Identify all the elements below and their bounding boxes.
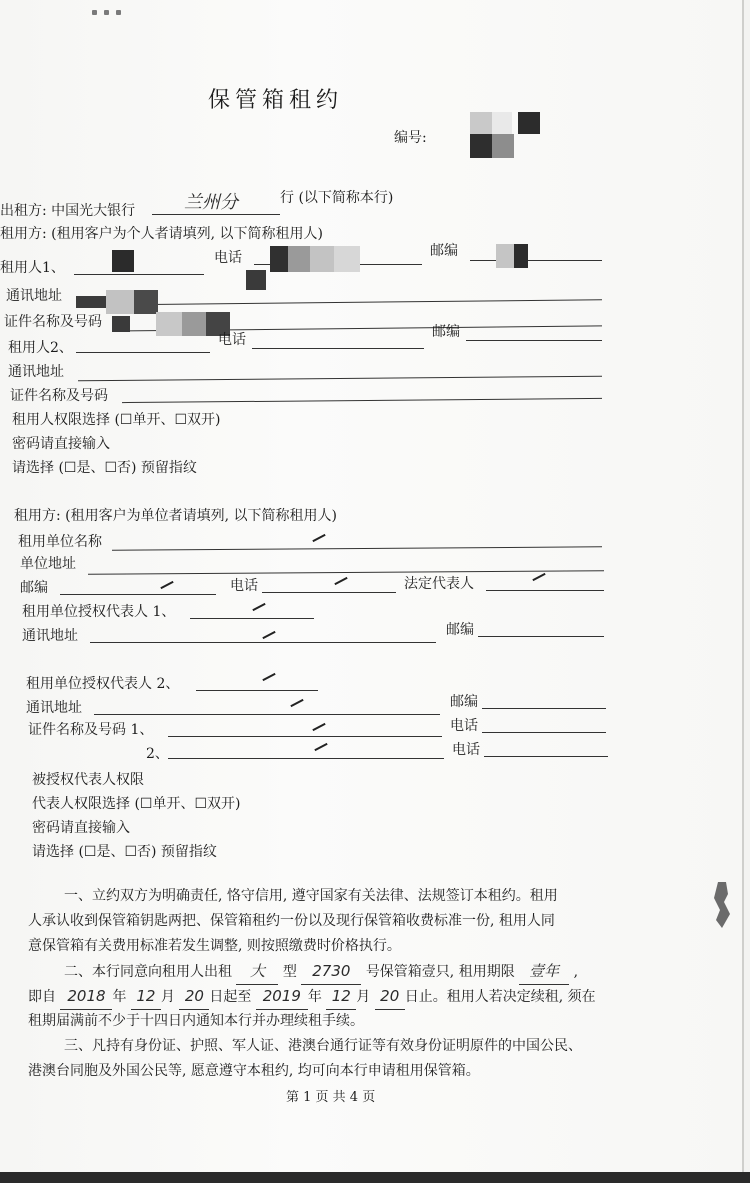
company-legal-rep-label: 法定代表人: [404, 576, 474, 592]
company-id2-phone-line: [484, 756, 608, 757]
company-phone-label: 电话: [230, 578, 258, 594]
individual-fingerprint: 请选择 (☐是、☐否) 预留指纹: [12, 460, 197, 476]
company-auth-title: 被授权代表人权限: [32, 772, 144, 788]
redacted-address: [76, 290, 160, 314]
page-footer: 第 1 页 共 4 页: [286, 1090, 376, 1105]
box-number-handwritten: 2730: [301, 959, 361, 985]
company-phone-line: [262, 592, 396, 593]
company-rep2-postcode-label: 邮编: [450, 694, 478, 710]
clause-2-line-1: [64, 959, 664, 985]
end-day-handwritten: 20: [375, 984, 405, 1010]
renter2-id-line: [122, 398, 602, 403]
clause-1-line-2: 人承认收到保管箱钥匙两把、保管箱租约一份以及现行保管箱收费标准一份, 租用人同: [28, 913, 555, 929]
renter2-id-label: 证件名称及号码: [10, 388, 108, 404]
company-id2-phone-label: 电话: [452, 742, 480, 758]
company-rep1-label: 租用单位授权代表人 1、: [22, 604, 176, 620]
clause-2-prefix: 二、本行同意向租用人出租: [64, 964, 232, 980]
company-rep2-label: 租用单位授权代表人 2、: [26, 676, 180, 692]
clause-2-mid2: 号保管箱壹只, 租用期限: [365, 964, 515, 980]
individual-password: 密码请直接输入: [12, 436, 110, 452]
binder-clip-shadow: [710, 880, 734, 930]
redacted-phone-tail: [246, 270, 268, 290]
slash-mark: [252, 603, 265, 611]
clause-1-line-3: 意保管箱有关费用标准若发生调整, 则按照缴费时价格执行。: [28, 938, 401, 954]
start-day-handwritten: 20: [179, 984, 209, 1010]
company-address-label: 单位地址: [20, 556, 76, 572]
company-postcode-line: [60, 594, 216, 595]
company-fingerprint: 请选择 (☐是、☐否) 预留指纹: [32, 844, 217, 860]
company-rep1-address-line: [90, 642, 436, 643]
renter1-postcode-line: [470, 260, 602, 261]
clause-3-line-2: 港澳台同胞及外国公民等, 愿意遵守本租约, 均可向本行申请租用保管箱。: [28, 1063, 480, 1079]
renter1-id-label: 证件名称及号码: [4, 314, 102, 330]
clause-2-from: 即自: [28, 989, 56, 1005]
company-rep2-address-label: 通讯地址: [26, 700, 82, 716]
company-id2-label: 2、: [146, 746, 169, 762]
company-name-label: 租用单位名称: [18, 534, 102, 550]
day-from-label: 日起至: [209, 989, 252, 1005]
box-type-handwritten: 大: [236, 959, 278, 985]
redacted-renter1-name: [112, 250, 136, 272]
company-rep1-postcode-label: 邮编: [446, 622, 474, 638]
slash-mark: [312, 723, 325, 731]
start-year-handwritten: 2018: [60, 984, 112, 1010]
slash-mark: [312, 534, 325, 542]
slash-mark: [532, 573, 545, 581]
slash-mark: [262, 631, 275, 639]
company-id1-phone-label: 电话: [450, 718, 478, 734]
clause-2-mid1: 型: [282, 964, 297, 980]
company-permission: 代表人权限选择 (☐单开、☐双开): [32, 796, 241, 812]
document-title: 保管箱租约: [208, 88, 344, 113]
renter1-label: 租用人1、: [0, 260, 65, 276]
company-password: 密码请直接输入: [32, 820, 130, 836]
company-name-line: [112, 546, 602, 550]
clause-1-line-1: 一、立约双方为明确责任, 恪守信用, 遵守国家有关法律、法规签订本租约。租用: [64, 888, 558, 904]
slash-mark: [160, 581, 173, 589]
renter1-postcode-label: 邮编: [430, 243, 458, 259]
individual-heading: 租用方: (租用客户为个人者请填列, 以下简称租用人): [0, 226, 323, 242]
company-rep1-address-label: 通讯地址: [22, 628, 78, 644]
redacted-number: [470, 112, 542, 160]
day-to-label: 日止。租用人若决定续租, 须在: [404, 989, 596, 1005]
company-rep2-address-line: [94, 714, 440, 715]
end-year-handwritten: 2019: [256, 984, 308, 1010]
company-rep2-line: [196, 690, 318, 691]
clause-2-end: ,: [573, 964, 579, 980]
year-label: 年: [307, 989, 322, 1005]
clause-2-line-3: 租期届满前不少于十四日内通知本行并办理续租手续。: [28, 1013, 364, 1029]
page-edge-shadow: [0, 1172, 750, 1183]
month-label: 月: [160, 989, 175, 1005]
renter2-label: 租用人2、: [8, 340, 73, 356]
clause-2-line-2: [28, 984, 628, 1010]
company-postcode-label: 邮编: [20, 580, 48, 596]
renter1-line: [74, 274, 204, 275]
company-id1-phone-line: [482, 732, 606, 733]
company-id1-label: 证件名称及号码 1、: [28, 722, 154, 738]
redacted-phone: [270, 246, 362, 274]
slash-mark: [334, 577, 347, 585]
end-month-handwritten: 12: [326, 984, 356, 1010]
company-id2-line: [168, 758, 444, 759]
renter2-phone-label: 电话: [218, 332, 246, 348]
company-address-line: [88, 570, 604, 575]
slash-mark: [290, 699, 303, 707]
renter2-postcode-label: 邮编: [432, 324, 460, 340]
company-rep1-postcode-line: [478, 636, 604, 637]
lessor-branch-line: [152, 214, 280, 215]
company-heading: 租用方: (租用客户为单位者请填列, 以下简称租用人): [14, 508, 337, 524]
lessor-branch-handwritten: 兰州分: [184, 192, 238, 213]
month-label: 月: [356, 989, 371, 1005]
lessor-prefix: 出租方: 中国光大银行: [0, 203, 136, 219]
renter2-phone-line: [252, 348, 424, 349]
renter1-phone-label: 电话: [214, 250, 242, 266]
company-legal-rep-line: [486, 590, 604, 591]
number-label: 编号:: [394, 130, 427, 146]
company-rep1-line: [190, 618, 314, 619]
company-rep2-postcode-line: [482, 708, 606, 709]
renter2-address-line: [78, 376, 602, 382]
lessor-suffix: 行 (以下简称本行): [280, 190, 394, 206]
clause-3-line-1: 三、凡持有身份证、护照、军人证、港澳台通行证等有效身份证明原件的中国公民、: [64, 1038, 582, 1054]
renter1-address-label: 通讯地址: [6, 288, 62, 304]
term-handwritten: 壹年: [519, 959, 569, 985]
renter2-address-label: 通讯地址: [8, 364, 64, 380]
renter2-line: [76, 352, 210, 353]
redacted-id: [112, 312, 232, 336]
start-month-handwritten: 12: [131, 984, 161, 1010]
individual-permission: 租用人权限选择 (☐单开、☐双开): [12, 412, 221, 428]
redacted-postcode: [496, 244, 532, 268]
company-id1-line: [168, 736, 442, 737]
slash-mark: [262, 673, 275, 681]
corner-mark: [92, 0, 132, 6]
renter2-postcode-line: [466, 340, 602, 341]
slash-mark: [314, 743, 327, 751]
year-label: 年: [112, 989, 127, 1005]
